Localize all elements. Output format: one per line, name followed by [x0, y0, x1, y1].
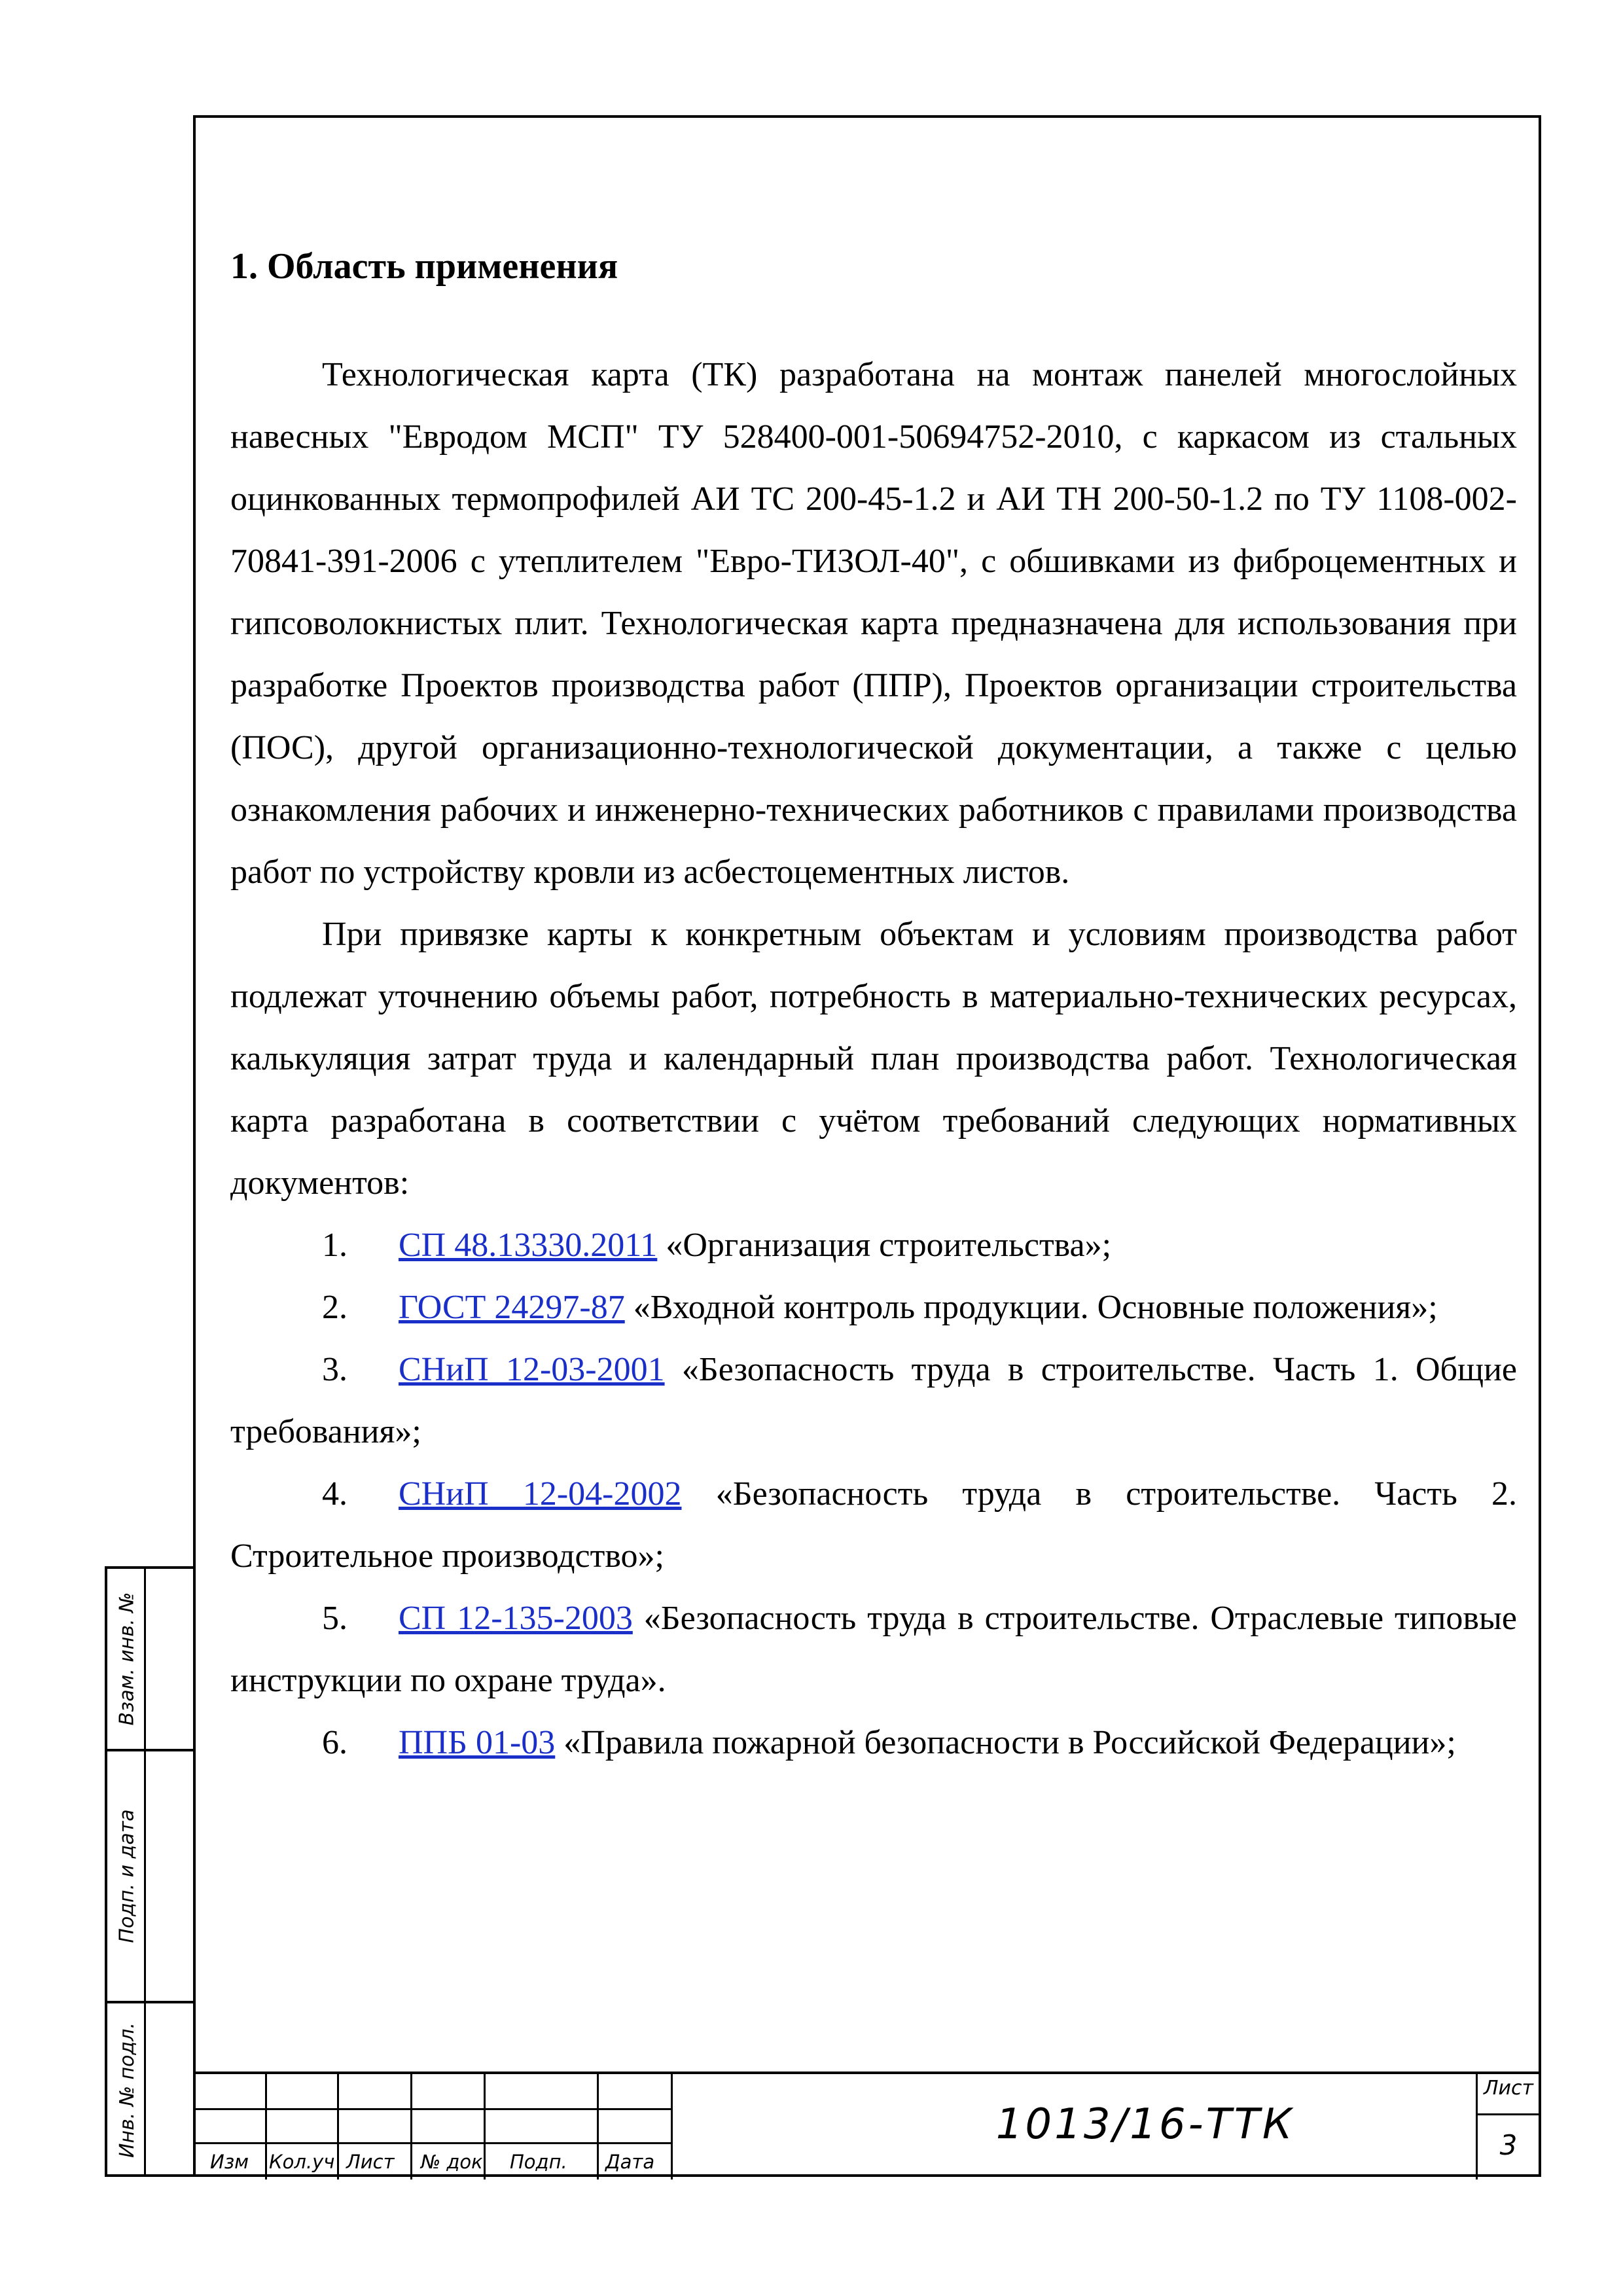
document-body [230, 236, 1517, 1774]
podp-data-label: Подп. и дата [115, 1809, 139, 1943]
reference-link[interactable]: СНиП 12-03-2001 [399, 1351, 665, 1388]
title-block-col-line [671, 2074, 673, 2179]
reference-item [230, 1463, 1517, 1587]
reference-number: 2. [322, 1289, 348, 1326]
reference-item [230, 1712, 1517, 1774]
side-stamp [105, 1566, 193, 2177]
side-cell-podp [110, 1751, 144, 2001]
reference-link[interactable]: ГОСТ 24297-87 [399, 1289, 625, 1326]
reference-item [230, 1276, 1517, 1338]
col-podp-label: Подп. [510, 2151, 567, 2173]
title-block [193, 2072, 1541, 2177]
reference-title: «Правила пожарной безопасности в Российской Федерации»; [563, 1724, 1456, 1761]
title-block-col-line [597, 2074, 599, 2179]
paragraph-binding: При привязке карты к конкретным объектам и условиям производства работ подлежат уточнению объемы работ, потребность в материально-технических ресурсах, калькуляция затрат труда и календарный план производства работ. Технологическая карта разработана в соответствии с учётом требований следующих нормативных документов: [230, 916, 1517, 1202]
title-block-col-line [410, 2074, 412, 2179]
col-kol-label: Кол.уч [269, 2151, 335, 2173]
col-izm-label: Изм [210, 2151, 249, 2173]
reference-number: 6. [322, 1724, 348, 1761]
sheet-number: 3 [1499, 2129, 1518, 2161]
reference-title: «Организация строительства»; [666, 1227, 1112, 1264]
reference-item [230, 1214, 1517, 1276]
vzam-inv-label: Взам. инв. № [115, 1592, 139, 1726]
title-block-col-line [265, 2074, 267, 2179]
title-block-row-line [1476, 2113, 1541, 2115]
reference-title: «Безопасность труда в строительстве. Отраслевые типовые инструкции по охране труда». [230, 1600, 1518, 1699]
section-heading: 1. Область применения [230, 246, 618, 287]
reference-number: 3. [322, 1351, 348, 1388]
document-number: 1013/16-ТТК [995, 2100, 1295, 2149]
reference-number: 1. [322, 1227, 348, 1264]
reference-title: «Безопасность труда в строительстве. Часть 2. Строительное производство»; [230, 1475, 1518, 1575]
inv-podl-label: Инв. № подл. [115, 2022, 139, 2158]
side-stamp-divider [144, 1569, 146, 2174]
side-cell-vzam [110, 1569, 144, 1749]
col-list-label: Лист [346, 2151, 395, 2173]
reference-link[interactable]: СП 12-135-2003 [399, 1600, 633, 1637]
reference-title: «Входной контроль продукции. Основные положения»; [633, 1289, 1438, 1326]
paragraph-scope: Технологическая карта (ТК) разработана на монтаж панелей многослойных навесных "Евродом МСП" ТУ 528400-001-50694752-2010, с каркасом из стальных оцинкованных термопрофилей АИ ТС 200-45-1.2 и АИ ТН 200-50-1.2 по ТУ 1108-002-70841-391-2006 с утеплителем "Евро-ТИЗОЛ-40", с обшивками из фиброцементных и гипсоволокнистых плит. Технологическая карта предназначена для использования при разработке Проектов производства работ (ППР), Проектов организации строительства (ПОС), другой организационно-технологической документации, а также с целью ознакомления рабочих и инженерно-технических работников с правилами производства работ по устройству кровли из асбестоцементных листов. [230, 356, 1517, 891]
sheet-label: Лист [1483, 2077, 1534, 2100]
reference-link[interactable]: ППБ 01-03 [399, 1724, 556, 1761]
title-block-col-line [484, 2074, 486, 2179]
col-doc-label: № док [421, 2151, 483, 2173]
reference-link[interactable]: СНиП 12-04-2002 [399, 1475, 682, 1513]
reference-link[interactable]: СП 48.13330.2011 [399, 1227, 658, 1264]
reference-item [230, 1587, 1517, 1712]
reference-title: «Безопасность труда в строительстве. Часть 1. Общие требования»; [230, 1351, 1518, 1450]
reference-number: 5. [322, 1600, 348, 1637]
reference-number: 4. [322, 1475, 348, 1513]
side-cell-inv [110, 2003, 144, 2177]
reference-item [230, 1338, 1517, 1463]
title-block-col-line [337, 2074, 339, 2179]
col-data-label: Дата [605, 2151, 655, 2173]
